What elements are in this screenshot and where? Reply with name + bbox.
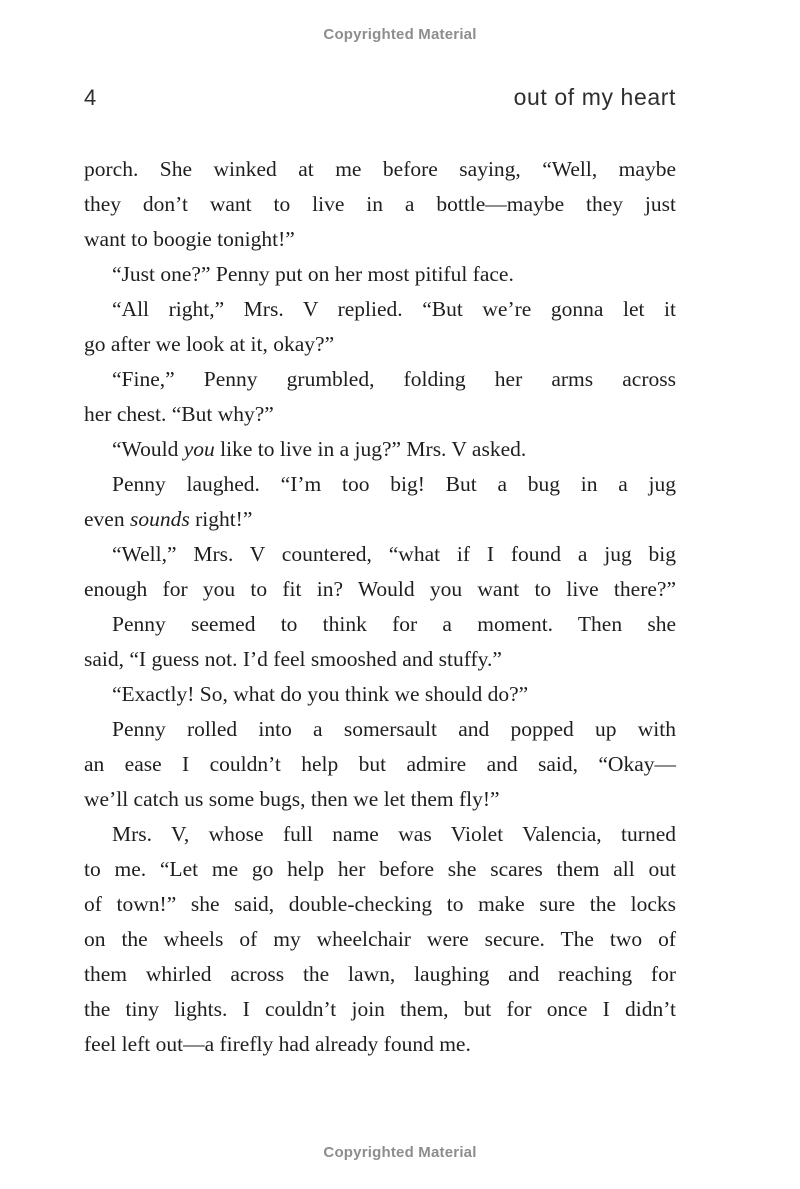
text-line [84,747,676,782]
text-line-content [112,817,676,852]
text-line [84,152,676,187]
text-line [84,677,676,712]
text-segment: of town!” she said, double-checking to make sure the locks [84,892,676,916]
text-line-content [112,607,676,642]
text-segment: right!” [189,507,253,531]
text-line [84,467,676,502]
text-line [84,222,676,257]
text-segment: enough for you to fit in? Would you want to live there?” [84,577,676,601]
text-segment: said, “I guess not. I’d feel smooshed and stuffy.” [84,647,502,671]
text-line [84,817,676,852]
text-line [84,1027,676,1062]
text-line [84,187,676,222]
text-segment: “All right,” Mrs. V replied. “But we’re gonna let it [112,297,676,321]
text-line [84,397,676,432]
text-segment: Penny seemed to think for a moment. Then she [112,612,676,636]
text-segment: even [84,507,130,531]
text-segment: go after we look at it, okay?” [84,332,335,356]
text-segment: porch. She winked at me before saying, “Well, maybe [84,157,676,181]
text-segment-italic: sounds [129,507,190,531]
text-line [84,712,676,747]
text-line-content [84,572,676,607]
page-number: 4 [84,85,97,110]
text-segment: Penny laughed. “I’m too big! But a bug in a jug [112,472,676,496]
text-segment: want to boogie tonight!” [84,227,295,251]
copyright-notice-bottom: Copyrighted Material [323,1144,477,1161]
copyright-notice-top: Copyrighted Material [323,26,477,43]
text-segment: “Exactly! So, what do you think we should do?” [112,682,529,706]
running-header-title: out of my heart [513,84,676,110]
text-line-content [84,222,295,257]
text-line-content [112,432,526,467]
text-segment: they don’t want to live in a bottle—maybe they just [84,192,676,216]
text-line [84,992,676,1027]
text-line-content [84,1027,471,1062]
text-line [84,327,676,362]
text-segment: to me. “Let me go help her before she scares them all out [84,857,676,881]
text-line [84,257,676,292]
text-line [84,957,676,992]
text-line [84,887,676,922]
text-line [84,502,676,537]
text-line-content [84,747,676,782]
text-line [84,922,676,957]
text-line [84,292,676,327]
text-line [84,432,676,467]
text-line-content [112,362,676,397]
text-line [84,642,676,677]
text-line-content [112,712,676,747]
text-line-content [112,537,676,572]
text-line-content [112,467,676,502]
text-line [84,852,676,887]
text-segment: an ease I couldn’t help but admire and said, “Okay— [84,752,676,776]
text-segment: “Just one?” Penny put on her most pitiful face. [112,262,514,286]
text-line-content [84,397,274,432]
text-line [84,537,676,572]
text-segment: the tiny lights. I couldn’t join them, but for once I didn’t [84,997,676,1021]
text-segment: “Fine,” Penny grumbled, folding her arms across [112,367,676,391]
text-line-content [112,292,676,327]
text-line-content [84,992,676,1027]
text-line-content [84,887,676,922]
text-line-content [84,502,252,537]
text-segment: Mrs. V, whose full name was Violet Valencia, turned [112,822,676,846]
text-line [84,362,676,397]
text-line-content [84,957,676,992]
text-segment: her chest. “But why?” [84,402,274,426]
text-line-content [84,152,676,187]
text-segment: Penny rolled into a somersault and popped up with [112,717,676,741]
text-segment: them whirled across the lawn, laughing and reaching for [84,962,676,986]
text-line-content [84,782,500,817]
text-segment: like to live in a jug?” Mrs. V asked. [214,437,527,461]
text-line-content [84,852,676,887]
text-line [84,607,676,642]
running-header [84,84,676,111]
text-line-content [112,677,528,712]
text-line-content [112,257,514,292]
text-line-content [84,187,676,222]
text-line [84,782,676,817]
text-line [84,572,676,607]
text-segment-italic: you [183,437,215,461]
page-body [84,152,676,1062]
text-segment: “Well,” Mrs. V countered, “what if I found a jug big [112,542,676,566]
text-segment: we’ll catch us some bugs, then we let them fly!” [84,787,500,811]
text-line-content [84,642,502,677]
text-segment: feel left out—a firefly had already found me. [84,1032,471,1056]
text-line-content [84,922,676,957]
text-line-content [84,327,334,362]
text-segment: on the wheels of my wheelchair were secure. The two of [84,927,676,951]
text-segment: “Would [112,437,184,461]
